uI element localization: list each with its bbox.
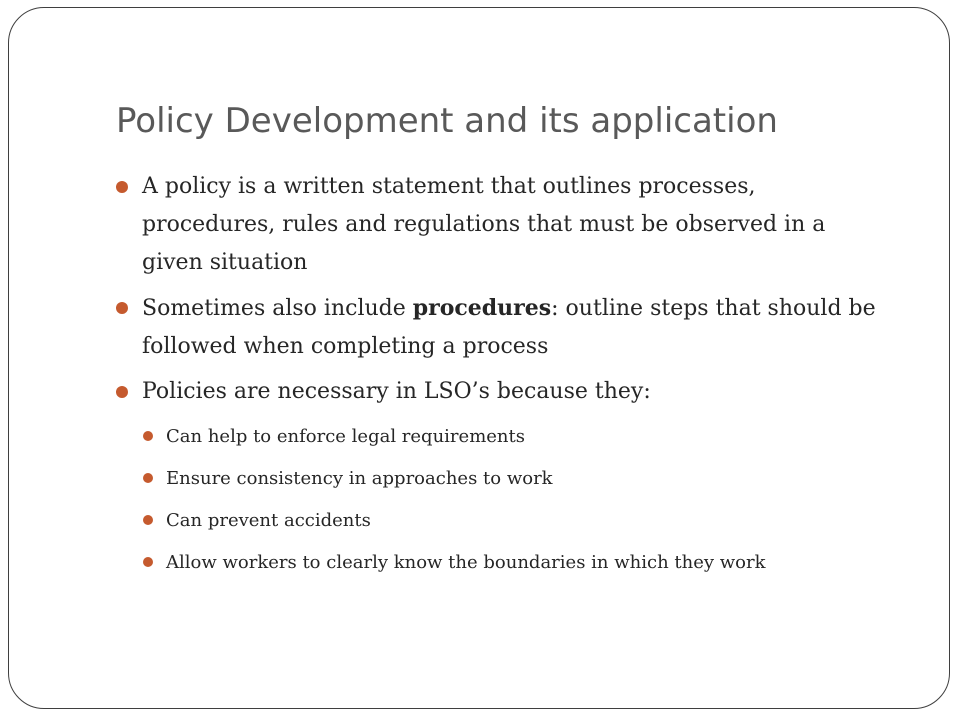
bullet-dot-icon bbox=[116, 386, 128, 398]
slide-frame bbox=[8, 7, 950, 709]
sub-bullet-text: Can help to enforce legal requirements bbox=[166, 426, 525, 447]
sub-bullet-text: Ensure consistency in approaches to work bbox=[166, 468, 553, 489]
sub-bullet-text: Can prevent accidents bbox=[166, 510, 371, 531]
sub-bullet-text: Allow workers to clearly know the boundaries in which they work bbox=[166, 552, 766, 573]
slide-title: Policy Development and its application bbox=[116, 101, 778, 141]
bullet-item bbox=[116, 373, 876, 411]
bullet-keyword: procedures bbox=[412, 295, 552, 321]
sub-bullet-dot-icon bbox=[143, 557, 153, 567]
sub-bullet-item bbox=[143, 502, 876, 539]
bullet-text: Policies are necessary in LSO’s because they: bbox=[142, 379, 651, 404]
bullet-text-before: Sometimes also include bbox=[142, 296, 413, 321]
bullet-item bbox=[116, 289, 876, 366]
sub-bullet-dot-icon bbox=[143, 515, 153, 525]
bullet-text-after: : outline steps that should be followed when completing a process bbox=[142, 296, 876, 359]
bullet-item bbox=[116, 168, 876, 282]
bullet-dot-icon bbox=[116, 302, 128, 314]
sub-bullet-item bbox=[143, 460, 876, 497]
sub-bullet-dot-icon bbox=[143, 473, 153, 483]
sub-bullet-item bbox=[143, 544, 876, 581]
sub-bullet-item bbox=[143, 418, 876, 455]
sub-bullet-dot-icon bbox=[143, 431, 153, 441]
bullet-dot-icon bbox=[116, 181, 128, 193]
bullet-list bbox=[116, 168, 876, 586]
bullet-text: A policy is a written statement that outlines processes, procedures, rules and regulations that must be observed in a given situation bbox=[142, 174, 826, 275]
